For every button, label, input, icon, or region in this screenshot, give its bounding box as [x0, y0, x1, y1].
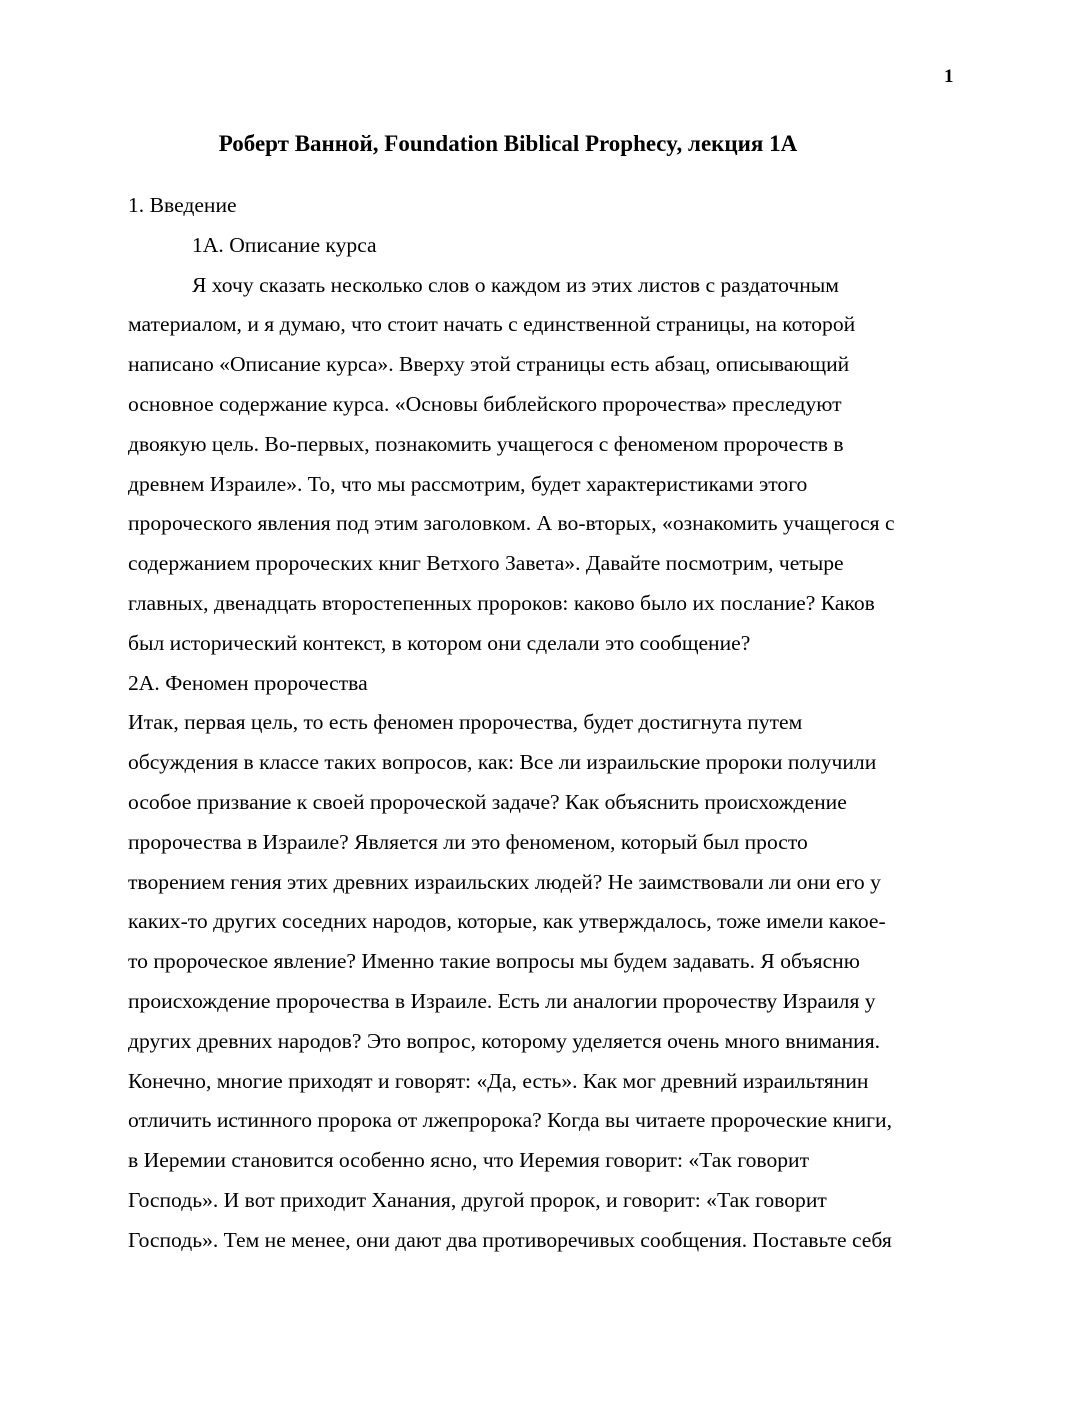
section-heading-introduction: 1. Введение	[128, 193, 237, 217]
text-line: то пророческое явление? Именно такие вопросы мы будем задавать. Я объясню	[128, 949, 860, 974]
text-line: материалом, и я думаю, что стоит начать с единственной страницы, на которой	[128, 312, 856, 337]
subsection-heading-course-description: 1А. Описание курса	[192, 232, 377, 257]
text-line: содержанием пророческих книг Ветхого Завета». Давайте посмотрим, четыре	[128, 551, 844, 576]
text-line: Господь». Тем не менее, они дают два противоречивых сообщения. Поставьте себя	[128, 1227, 892, 1252]
text-line: основное содержание курса. «Основы библейского пророчества» преследуют	[128, 391, 842, 416]
text-line: обсуждения в классе таких вопросов, как: Все ли израильские пророки получили	[128, 750, 877, 775]
text-line: Я хочу сказать несколько слов о каждом из этих листов с раздаточным	[192, 272, 839, 297]
text-line: происхождение пророчества в Израиле. Есть ли аналогии пророчеству Израиля у	[128, 988, 876, 1013]
text-line: творением гения этих древних израильских людей? Не заимствовали ли они его у	[128, 869, 881, 894]
document-body	[128, 186, 958, 1261]
text-line: главных, двенадцать второстепенных пророков: каково было их послание? Каков	[128, 590, 875, 615]
text-line: написано «Описание курса». Вверху этой страницы есть абзац, описывающий	[128, 352, 850, 377]
text-line: древнем Израиле». То, что мы рассмотрим, будет характеристиками этого	[128, 471, 808, 496]
text-line: других древних народов? Это вопрос, которому уделяется очень много внимания.	[128, 1028, 881, 1053]
text-line: в Иеремии становится особенно ясно, что Иеремия говорит: «Так говорит	[128, 1148, 810, 1173]
text-line: был исторический контекст, в котором они сделали это сообщение?	[128, 630, 751, 655]
text-line: двоякую цель. Во-первых, познакомить учащегося с феноменом пророчеств в	[128, 431, 844, 456]
paragraph-phenomenon-of-prophecy	[128, 703, 958, 1260]
text-line: Итак, первая цель, то есть феномен пророчества, будет достигнута путем	[128, 710, 803, 735]
text-line: пророческого явления под этим заголовком. А во-вторых, «ознакомить учащегося с	[128, 511, 895, 536]
document-title: Роберт Ванной, Foundation Biblical Prophecy, лекция 1А	[218, 131, 798, 156]
text-line: каких-то других соседних народов, которые, как утверждалось, тоже имели какое-	[128, 909, 886, 934]
text-line: пророчества в Израиле? Является ли это феноменом, который был просто	[128, 829, 808, 854]
paragraph-course-description	[128, 266, 958, 664]
text-line: Господь». И вот приходит Ханания, другой пророк, и говорит: «Так говорит	[128, 1187, 827, 1212]
text-line: отличить истинного пророка от лжепророка? Когда вы читаете пророческие книги,	[128, 1108, 892, 1133]
page-number: 1	[944, 66, 954, 87]
text-line: Конечно, многие приходят и говорят: «Да, есть». Как мог древний израильтянин	[128, 1068, 869, 1093]
text-line: особое призвание к своей пророческой задаче? Как объяснить происхождение	[128, 789, 847, 814]
subsection-heading-phenomenon-of-prophecy: 2А. Феномен пророчества	[128, 670, 368, 695]
